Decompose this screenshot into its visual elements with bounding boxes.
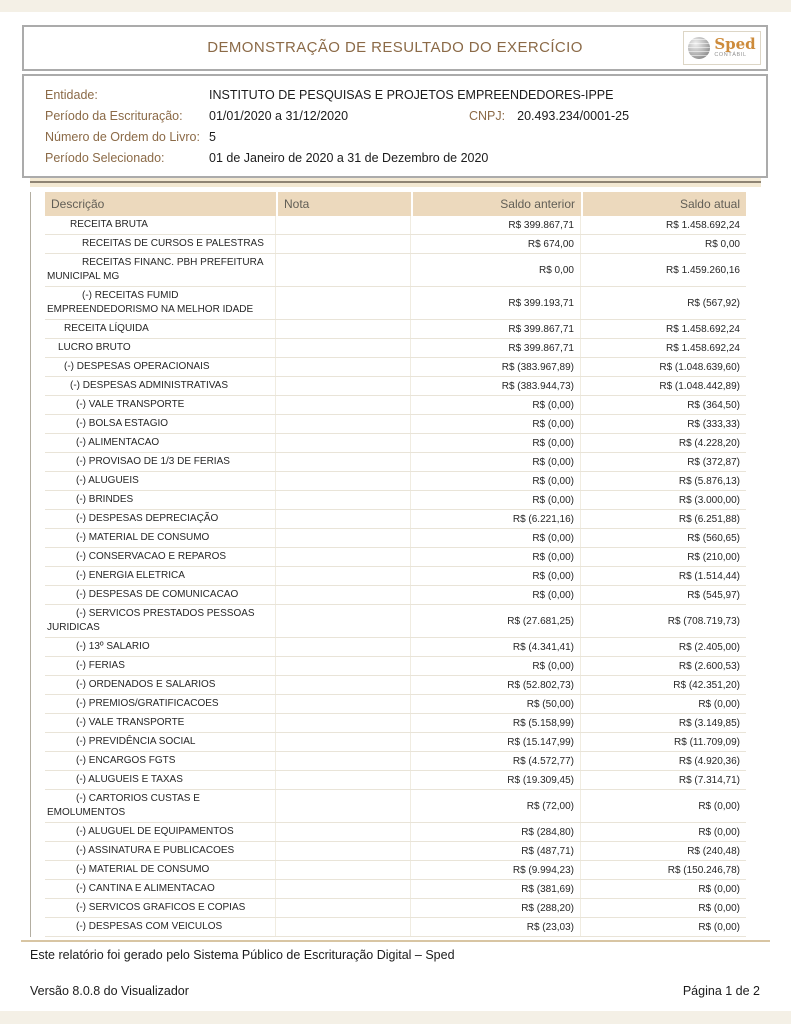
row-saldo-anterior: R$ (0,00) xyxy=(411,586,581,604)
row-saldo-anterior: R$ (15.147,99) xyxy=(411,733,581,751)
numero-ordem-value: 5 xyxy=(209,129,216,144)
table-row xyxy=(45,287,746,320)
row-nota xyxy=(276,235,411,253)
table-row xyxy=(45,396,746,415)
row-descricao: (-) 13º SALARIO xyxy=(45,638,276,656)
row-saldo-atual: R$ 1.459.260,16 xyxy=(666,264,740,276)
row-descricao: (-) CARTORIOS CUSTAS E EMOLUMENTOS xyxy=(45,790,276,822)
row-descricao: (-) DESPESAS ADMINISTRATIVAS xyxy=(45,377,276,395)
row-nota xyxy=(276,733,411,751)
row-descricao: (-) ASSINATURA E PUBLICACOES xyxy=(45,842,276,860)
row-descricao: LUCRO BRUTO xyxy=(45,339,276,357)
info-row-numero-ordem xyxy=(45,126,766,147)
row-saldo-anterior: R$ (0,00) xyxy=(411,491,581,509)
info-row-periodo-selecionado xyxy=(45,147,766,168)
row-saldo-atual: R$ (364,50) xyxy=(687,399,740,411)
row-saldo-anterior: R$ (381,69) xyxy=(411,880,581,898)
row-descricao: (-) ORDENADOS E SALARIOS xyxy=(45,676,276,694)
row-nota xyxy=(276,695,411,713)
row-descricao: (-) PREVIDÊNCIA SOCIAL xyxy=(45,733,276,751)
entidade-value: INSTITUTO DE PESQUISAS E PROJETOS EMPREENDEDORES-IPPE xyxy=(209,87,614,102)
info-row-periodo-escrituracao xyxy=(45,105,766,126)
row-descricao: (-) BRINDES xyxy=(45,491,276,509)
row-nota xyxy=(276,377,411,395)
table-row xyxy=(45,453,746,472)
row-saldo-atual: R$ 1.458.692,24 xyxy=(666,219,740,231)
row-nota xyxy=(276,491,411,509)
table-row xyxy=(45,235,746,254)
row-nota xyxy=(276,899,411,917)
page-edge-top xyxy=(0,0,791,12)
row-saldo-atual: R$ (0,00) xyxy=(698,902,740,914)
row-nota xyxy=(276,339,411,357)
row-descricao: (-) DESPESAS COM VEICULOS xyxy=(45,918,276,936)
row-nota xyxy=(276,529,411,547)
table-row xyxy=(45,548,746,567)
table-row xyxy=(45,434,746,453)
sped-globe-icon xyxy=(688,37,710,59)
row-nota xyxy=(276,472,411,490)
row-nota xyxy=(276,415,411,433)
row-saldo-anterior: R$ 399.867,71 xyxy=(411,320,581,338)
row-saldo-atual: R$ 1.458.692,24 xyxy=(666,323,740,335)
footer-version: Versão 8.0.8 do Visualizador xyxy=(30,984,189,998)
row-nota xyxy=(276,453,411,471)
table-row xyxy=(45,790,746,823)
footer-divider xyxy=(21,940,770,942)
row-descricao: RECEITAS FINANC. PBH PREFEITURA MUNICIPAL MG xyxy=(45,254,276,286)
table-row xyxy=(45,861,746,880)
row-saldo-atual: R$ (2.600,53) xyxy=(678,660,740,672)
table-row xyxy=(45,918,746,937)
row-descricao: (-) ALUGUEIS E TAXAS xyxy=(45,771,276,789)
row-saldo-atual: R$ (150.246,78) xyxy=(667,864,740,876)
table-row xyxy=(45,339,746,358)
row-descricao: (-) PROVISAO DE 1/3 DE FERIAS xyxy=(45,453,276,471)
row-nota xyxy=(276,676,411,694)
table-row xyxy=(45,567,746,586)
row-saldo-atual: R$ (1.048.442,89) xyxy=(659,380,740,392)
row-descricao: (-) MATERIAL DE CONSUMO xyxy=(45,861,276,879)
row-saldo-anterior: R$ 399.867,71 xyxy=(411,339,581,357)
footer-page-number: Página 1 de 2 xyxy=(682,984,760,998)
table-row xyxy=(45,377,746,396)
row-nota xyxy=(276,880,411,898)
row-descricao: (-) BOLSA ESTAGIO xyxy=(45,415,276,433)
row-nota xyxy=(276,320,411,338)
row-descricao: (-) ALUGUEIS xyxy=(45,472,276,490)
row-saldo-anterior: R$ 399.193,71 xyxy=(411,287,581,319)
row-saldo-atual: R$ (708.719,73) xyxy=(667,615,740,627)
row-descricao: RECEITA LÍQUIDA xyxy=(45,320,276,338)
table-row xyxy=(45,771,746,790)
footer-generated-by: Este relatório foi gerado pelo Sistema Público de Escrituração Digital – Sped xyxy=(30,948,455,962)
row-nota xyxy=(276,586,411,604)
entidade-label: Entidade: xyxy=(45,87,98,102)
row-nota xyxy=(276,861,411,879)
row-nota xyxy=(276,605,411,637)
row-nota xyxy=(276,752,411,770)
table-row xyxy=(45,586,746,605)
row-descricao: (-) SERVICOS PRESTADOS PESSOAS JURIDICAS xyxy=(45,605,276,637)
row-nota xyxy=(276,790,411,822)
page-title: DEMONSTRAÇÃO DE RESULTADO DO EXERCÍCIO xyxy=(207,39,583,56)
row-descricao: (-) VALE TRANSPORTE xyxy=(45,714,276,732)
periodo-escrituracao-label: Período da Escrituração: xyxy=(45,108,183,123)
info-row-entidade xyxy=(45,84,766,105)
row-nota xyxy=(276,842,411,860)
header-saldo-anterior: Saldo anterior xyxy=(411,192,581,216)
row-descricao: (-) DESPESAS DE COMUNICACAO xyxy=(45,586,276,604)
row-saldo-atual: R$ (333,33) xyxy=(687,418,740,430)
header-nota: Nota xyxy=(276,192,411,216)
table-row xyxy=(45,605,746,638)
row-saldo-atual: R$ (1.514,44) xyxy=(678,570,740,582)
row-descricao: (-) ALUGUEL DE EQUIPAMENTOS xyxy=(45,823,276,841)
row-saldo-atual: R$ (372,87) xyxy=(687,456,740,468)
table-row xyxy=(45,676,746,695)
row-descricao: (-) RECEITAS FUMID EMPREENDEDORISMO NA MELHOR IDADE xyxy=(45,287,276,319)
row-saldo-anterior: R$ (0,00) xyxy=(411,415,581,433)
row-saldo-atual: R$ (567,92) xyxy=(687,297,740,309)
row-saldo-anterior: R$ 399.867,71 xyxy=(411,216,581,234)
row-saldo-anterior: R$ (487,71) xyxy=(411,842,581,860)
table-row xyxy=(45,823,746,842)
row-saldo-anterior: R$ (4.341,41) xyxy=(411,638,581,656)
table-header-row xyxy=(45,192,746,216)
table-row xyxy=(45,415,746,434)
row-saldo-anterior: R$ (284,80) xyxy=(411,823,581,841)
row-saldo-atual: R$ (240,48) xyxy=(687,845,740,857)
row-saldo-anterior: R$ (72,00) xyxy=(411,790,581,822)
table-row xyxy=(45,320,746,339)
section-divider-rule xyxy=(30,181,761,183)
row-saldo-atual: R$ (0,00) xyxy=(698,921,740,933)
table-row xyxy=(45,529,746,548)
row-saldo-anterior: R$ (0,00) xyxy=(411,657,581,675)
row-descricao: RECEITA BRUTA xyxy=(45,216,276,234)
row-nota xyxy=(276,548,411,566)
entity-info-box xyxy=(22,74,768,178)
row-saldo-anterior: R$ (19.309,45) xyxy=(411,771,581,789)
periodo-escrituracao-value: 01/01/2020 a 31/12/2020 xyxy=(209,108,349,123)
row-descricao: (-) CONSERVACAO E REPAROS xyxy=(45,548,276,566)
row-descricao: (-) DESPESAS OPERACIONAIS xyxy=(45,358,276,376)
row-descricao: (-) MATERIAL DE CONSUMO xyxy=(45,529,276,547)
row-saldo-atual: R$ 1.458.692,24 xyxy=(666,342,740,354)
row-saldo-anterior: R$ (23,03) xyxy=(411,918,581,936)
row-nota xyxy=(276,254,411,286)
row-saldo-atual: R$ (0,00) xyxy=(698,883,740,895)
table-row xyxy=(45,899,746,918)
row-saldo-anterior: R$ (0,00) xyxy=(411,548,581,566)
row-saldo-anterior: R$ 0,00 xyxy=(411,254,581,286)
row-nota xyxy=(276,771,411,789)
sped-logo-subtitle: CONTÁBIL xyxy=(714,52,747,59)
row-descricao: (-) SERVICOS GRAFICOS E COPIAS xyxy=(45,899,276,917)
header-descricao: Descrição xyxy=(51,197,105,211)
row-saldo-anterior: R$ (0,00) xyxy=(411,529,581,547)
sped-logo-brand: Sped xyxy=(714,35,756,54)
table-body xyxy=(45,216,746,937)
row-saldo-anterior: R$ (27.681,25) xyxy=(411,605,581,637)
row-saldo-atual: R$ (11.709,09) xyxy=(674,736,740,748)
row-nota xyxy=(276,358,411,376)
row-saldo-atual: R$ (4.228,20) xyxy=(678,437,740,449)
row-saldo-anterior: R$ (0,00) xyxy=(411,434,581,452)
row-descricao: (-) ENCARGOS FGTS xyxy=(45,752,276,770)
dre-table-section xyxy=(30,192,761,937)
row-saldo-anterior: R$ (0,00) xyxy=(411,567,581,585)
row-saldo-atual: R$ (42.351,20) xyxy=(673,679,740,691)
row-saldo-atual: R$ 0,00 xyxy=(704,238,740,250)
row-nota xyxy=(276,657,411,675)
row-nota xyxy=(276,714,411,732)
table-row xyxy=(45,714,746,733)
row-saldo-anterior: R$ (5.158,99) xyxy=(411,714,581,732)
row-descricao: (-) CANTINA E ALIMENTACAO xyxy=(45,880,276,898)
row-saldo-atual: R$ (5.876,13) xyxy=(678,475,740,487)
row-saldo-atual: R$ (210,00) xyxy=(687,551,740,563)
periodo-selecionado-value: 01 de Janeiro de 2020 a 31 de Dezembro de 2020 xyxy=(209,150,489,165)
row-saldo-atual: R$ (545,97) xyxy=(687,589,740,601)
row-saldo-anterior: R$ 674,00 xyxy=(411,235,581,253)
row-saldo-atual: R$ (0,00) xyxy=(698,826,740,838)
row-nota xyxy=(276,918,411,936)
periodo-selecionado-label: Período Selecionado: xyxy=(45,150,165,165)
row-descricao: (-) ENERGIA ELETRICA xyxy=(45,567,276,585)
cnpj-label: CNPJ: xyxy=(469,108,506,123)
row-saldo-anterior: R$ (383.944,73) xyxy=(411,377,581,395)
row-saldo-atual: R$ (2.405,00) xyxy=(678,641,740,653)
table-row xyxy=(45,510,746,529)
table-row xyxy=(45,733,746,752)
section-divider xyxy=(30,178,761,187)
row-saldo-atual: R$ (0,00) xyxy=(698,698,740,710)
row-descricao: (-) FERIAS xyxy=(45,657,276,675)
row-saldo-anterior: R$ (52.802,73) xyxy=(411,676,581,694)
row-nota xyxy=(276,567,411,585)
row-nota xyxy=(276,287,411,319)
row-nota xyxy=(276,216,411,234)
row-saldo-atual: R$ (1.048.639,60) xyxy=(659,361,740,373)
row-descricao: (-) PREMIOS/GRATIFICACOES xyxy=(45,695,276,713)
row-descricao: (-) DESPESAS DEPRECIAÇÃO xyxy=(45,510,276,528)
row-nota xyxy=(276,638,411,656)
row-saldo-atual: R$ (7.314,71) xyxy=(678,774,740,786)
dre-table xyxy=(45,192,746,937)
row-descricao: (-) ALIMENTACAO xyxy=(45,434,276,452)
row-saldo-anterior: R$ (0,00) xyxy=(411,453,581,471)
row-saldo-atual: R$ (6.251,88) xyxy=(678,513,740,525)
row-descricao: RECEITAS DE CURSOS E PALESTRAS xyxy=(45,235,276,253)
table-row xyxy=(45,358,746,377)
row-saldo-anterior: R$ (383.967,89) xyxy=(411,358,581,376)
row-saldo-atual: R$ (560,65) xyxy=(687,532,740,544)
report-title-box xyxy=(22,25,768,71)
table-row xyxy=(45,472,746,491)
row-nota xyxy=(276,434,411,452)
row-saldo-anterior: R$ (6.221,16) xyxy=(411,510,581,528)
table-row xyxy=(45,842,746,861)
row-saldo-anterior: R$ (288,20) xyxy=(411,899,581,917)
row-saldo-atual: R$ (3.149,85) xyxy=(678,717,740,729)
cnpj-value: 20.493.234/0001-25 xyxy=(517,108,630,123)
row-saldo-anterior: R$ (0,00) xyxy=(411,396,581,414)
row-saldo-atual: R$ (3.000,00) xyxy=(678,494,740,506)
table-row xyxy=(45,491,746,510)
row-saldo-atual: R$ (4.920,36) xyxy=(678,755,740,767)
table-row xyxy=(45,216,746,235)
row-saldo-anterior: R$ (0,00) xyxy=(411,472,581,490)
table-row xyxy=(45,254,746,287)
table-row xyxy=(45,657,746,676)
row-nota xyxy=(276,823,411,841)
page-edge-bottom xyxy=(0,1011,791,1024)
numero-ordem-label: Número de Ordem do Livro: xyxy=(45,129,200,144)
table-row xyxy=(45,638,746,657)
header-saldo-atual: Saldo atual xyxy=(581,192,746,216)
row-descricao: (-) VALE TRANSPORTE xyxy=(45,396,276,414)
row-saldo-anterior: R$ (4.572,77) xyxy=(411,752,581,770)
table-row xyxy=(45,695,746,714)
row-nota xyxy=(276,396,411,414)
table-row xyxy=(45,752,746,771)
row-nota xyxy=(276,510,411,528)
row-saldo-anterior: R$ (9.994,23) xyxy=(411,861,581,879)
sped-logo xyxy=(683,31,761,65)
row-saldo-atual: R$ (0,00) xyxy=(698,800,740,812)
row-saldo-anterior: R$ (50,00) xyxy=(411,695,581,713)
table-row xyxy=(45,880,746,899)
